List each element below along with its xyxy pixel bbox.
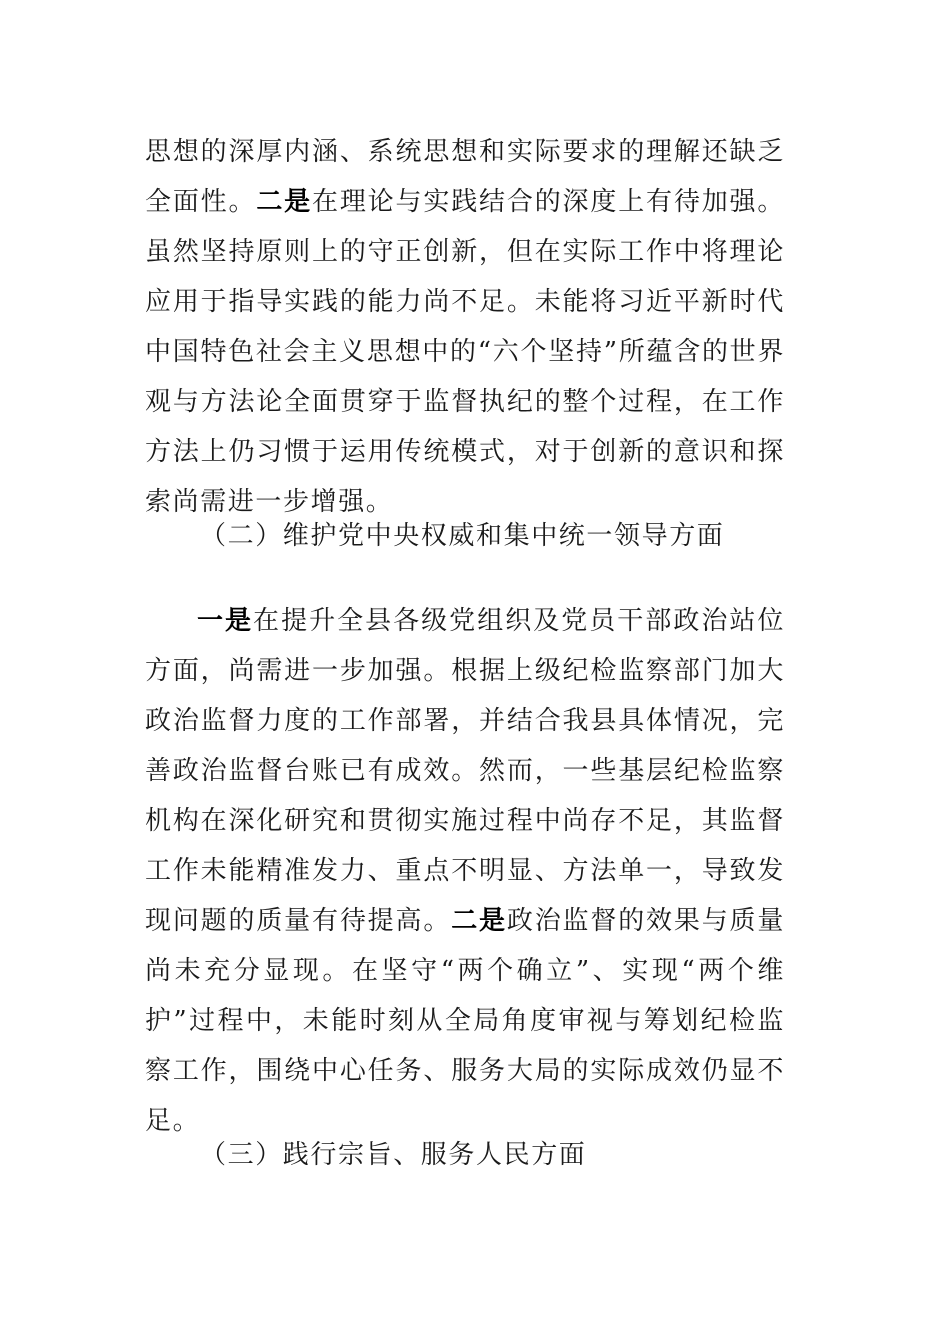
para1-bold-b: 二是: [256, 187, 313, 217]
para2-bold-a: 一是: [197, 606, 254, 636]
paragraph-section-2: [145, 596, 785, 1146]
heading-section-2: （二）维护党中央权威和集中统一领导方面: [200, 521, 725, 551]
paragraph-section-1: [145, 127, 785, 527]
para2-bold-c: 二是: [451, 906, 507, 936]
heading-section-3: （三）践行宗旨、服务人民方面: [200, 1140, 587, 1170]
para2-text-b: 在提升全县各级党组织及党员干部政治站位方面，尚需进一步加强。根据上级纪检监察部门加大政治监督力度的工作部署，并结合我县具体情况，完善政治监督台账已有成效。然而，一些基层纪检监察机构在深化研究和贯彻实施过程中尚存不足，其监督工作未能精准发力、重点不明显、方法单一，导致发现问题的质量有待提高。: [145, 606, 785, 936]
para1-text-a: 思想的深厚内涵、系统思想和实际要求的理解还缺乏全面性。: [145, 137, 785, 217]
para1-text-c: 在理论与实践结合的深度上有待加强。虽然坚持原则上的守正创新，但在实际工作中将理论应用于指导实践的能力尚不足。未能将习近平新时代中国特色社会主义思想中的“六个坚持”所蕴含的世界观与方法论全面贯穿于监督执纪的整个过程，在工作方法上仍习惯于运用传统模式，对于创新的意识和探索尚需进一步增强。: [145, 187, 785, 517]
para2-text-d: 政治监督的效果与质量尚未充分显现。在坚守“两个确立”、实现“两个维护”过程中，未能时刻从全局角度审视与筹划纪检监察工作，围绕中心任务、服务大局的实际成效仍显不足。: [145, 906, 785, 1136]
